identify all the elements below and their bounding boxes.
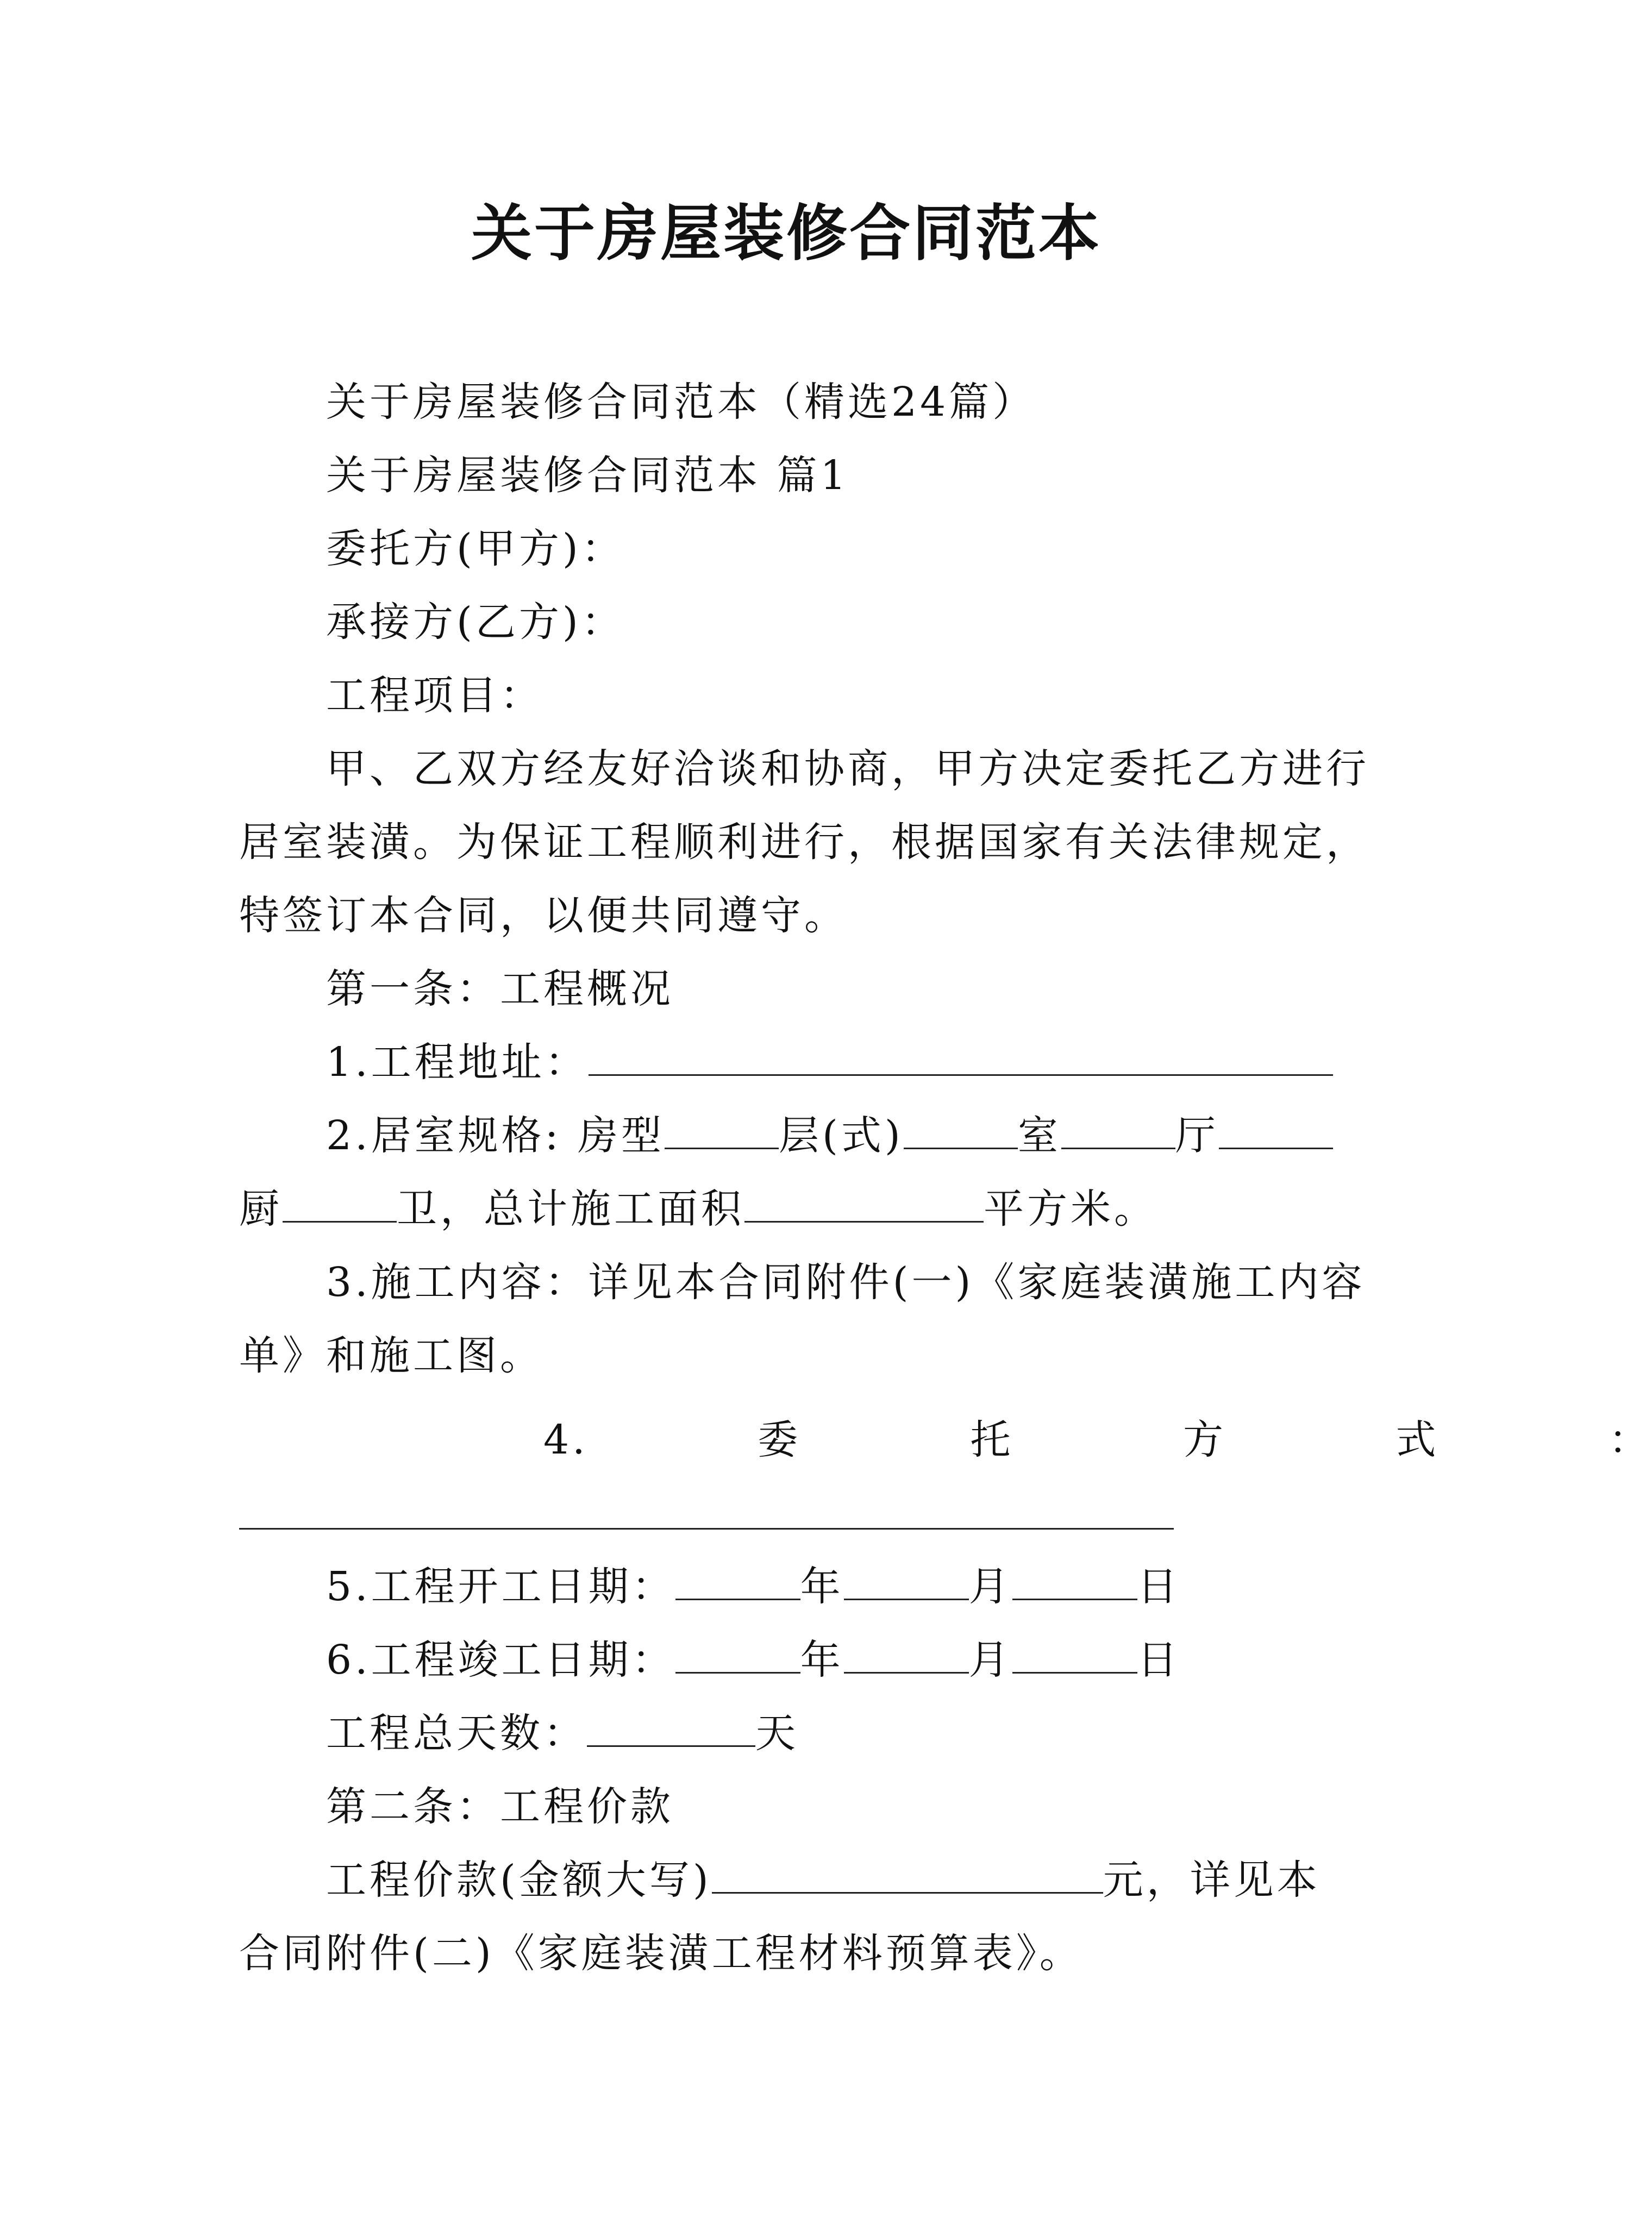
fill-blank bbox=[1219, 1112, 1333, 1149]
total-days-line bbox=[239, 1706, 1435, 1761]
paragraph-line: 特签订本合同，以便共同遵守。 bbox=[239, 892, 848, 939]
fill-blank bbox=[675, 1636, 800, 1674]
address-line bbox=[239, 1035, 1435, 1089]
party-a-line: 委托方(甲方)： bbox=[326, 525, 625, 572]
address-blank bbox=[589, 1038, 1333, 1076]
month-label: 月 bbox=[968, 1637, 1012, 1683]
document-title: 关于房屋装修合同范本 bbox=[471, 198, 1102, 269]
commission-token: 方 bbox=[1183, 1417, 1227, 1463]
end-date-line bbox=[239, 1633, 1435, 1687]
room-spec-label: 室 bbox=[1017, 1112, 1061, 1159]
fill-blank bbox=[712, 1856, 1103, 1894]
room-spec-label: 厅 bbox=[1175, 1112, 1219, 1159]
year-label: 年 bbox=[800, 1637, 844, 1683]
fill-blank bbox=[844, 1636, 969, 1674]
room-spec-label: 平方米。 bbox=[984, 1186, 1157, 1232]
commission-line bbox=[239, 1413, 1652, 1467]
fill-blank bbox=[1012, 1636, 1137, 1674]
day-label: 日 bbox=[1137, 1637, 1181, 1683]
year-label: 年 bbox=[800, 1563, 844, 1610]
commission-token: ： bbox=[1608, 1417, 1652, 1463]
room-spec-label: 层(式) bbox=[779, 1112, 904, 1159]
price-label: 工程价款(金额大写) bbox=[326, 1857, 712, 1903]
end-date-label: 6.工程竣工日期： bbox=[326, 1637, 675, 1683]
room-spec-line bbox=[239, 1108, 1435, 1163]
room-spec-label: 卫，总计施工面积 bbox=[397, 1186, 744, 1232]
price-line-2: 合同附件(二)《家庭装潢工程材料预算表》。 bbox=[239, 1930, 1083, 1977]
room-spec-label: 厨 bbox=[239, 1186, 283, 1232]
subtitle-line: 关于房屋装修合同范本（精选24篇） bbox=[326, 379, 1036, 425]
paragraph-line: 居室装潢。为保证工程顺利进行，根据国家有关法律规定， bbox=[239, 819, 1369, 866]
price-line bbox=[239, 1853, 1435, 1907]
fill-blank bbox=[587, 1709, 755, 1747]
start-date-label: 5.工程开工日期： bbox=[326, 1563, 675, 1610]
address-label: 1.工程地址： bbox=[326, 1039, 589, 1086]
room-spec-line-2 bbox=[239, 1182, 1348, 1236]
section-heading: 关于房屋装修合同范本 篇1 bbox=[326, 452, 849, 499]
day-label: 日 bbox=[1137, 1563, 1181, 1610]
party-b-line: 承接方(乙方)： bbox=[326, 599, 625, 646]
fill-blank bbox=[844, 1563, 969, 1600]
month-label: 月 bbox=[968, 1563, 1012, 1610]
content-line: 3.施工内容：详见本合同附件(一)《家庭装潢施工内容 bbox=[326, 1259, 1366, 1306]
commission-token: 4. bbox=[543, 1417, 589, 1463]
days-unit: 天 bbox=[755, 1710, 799, 1757]
article-2-heading: 第二条：工程价款 bbox=[326, 1783, 674, 1830]
fill-blank bbox=[1061, 1112, 1175, 1149]
fill-blank bbox=[665, 1112, 779, 1149]
price-label: 元，详见本 bbox=[1103, 1857, 1321, 1903]
room-spec-label: 2.居室规格: 房型 bbox=[326, 1112, 665, 1159]
fill-blank bbox=[1012, 1563, 1137, 1600]
fill-blank bbox=[283, 1185, 397, 1223]
project-line: 工程项目： bbox=[326, 672, 543, 719]
start-date-line bbox=[239, 1559, 1435, 1614]
commission-blank bbox=[239, 1528, 1174, 1530]
commission-token: 委 bbox=[758, 1417, 802, 1463]
fill-blank bbox=[675, 1563, 800, 1600]
commission-token: 式 bbox=[1396, 1417, 1440, 1463]
total-days-label: 工程总天数： bbox=[326, 1710, 587, 1757]
commission-token: 托 bbox=[970, 1417, 1014, 1463]
paragraph-line: 甲、乙双方经友好洽谈和协商，甲方决定委托乙方进行 bbox=[326, 745, 1369, 792]
fill-blank bbox=[744, 1185, 984, 1223]
article-1-heading: 第一条：工程概况 bbox=[326, 966, 674, 1012]
content-line: 单》和施工图。 bbox=[239, 1332, 543, 1379]
fill-blank bbox=[904, 1112, 1018, 1149]
